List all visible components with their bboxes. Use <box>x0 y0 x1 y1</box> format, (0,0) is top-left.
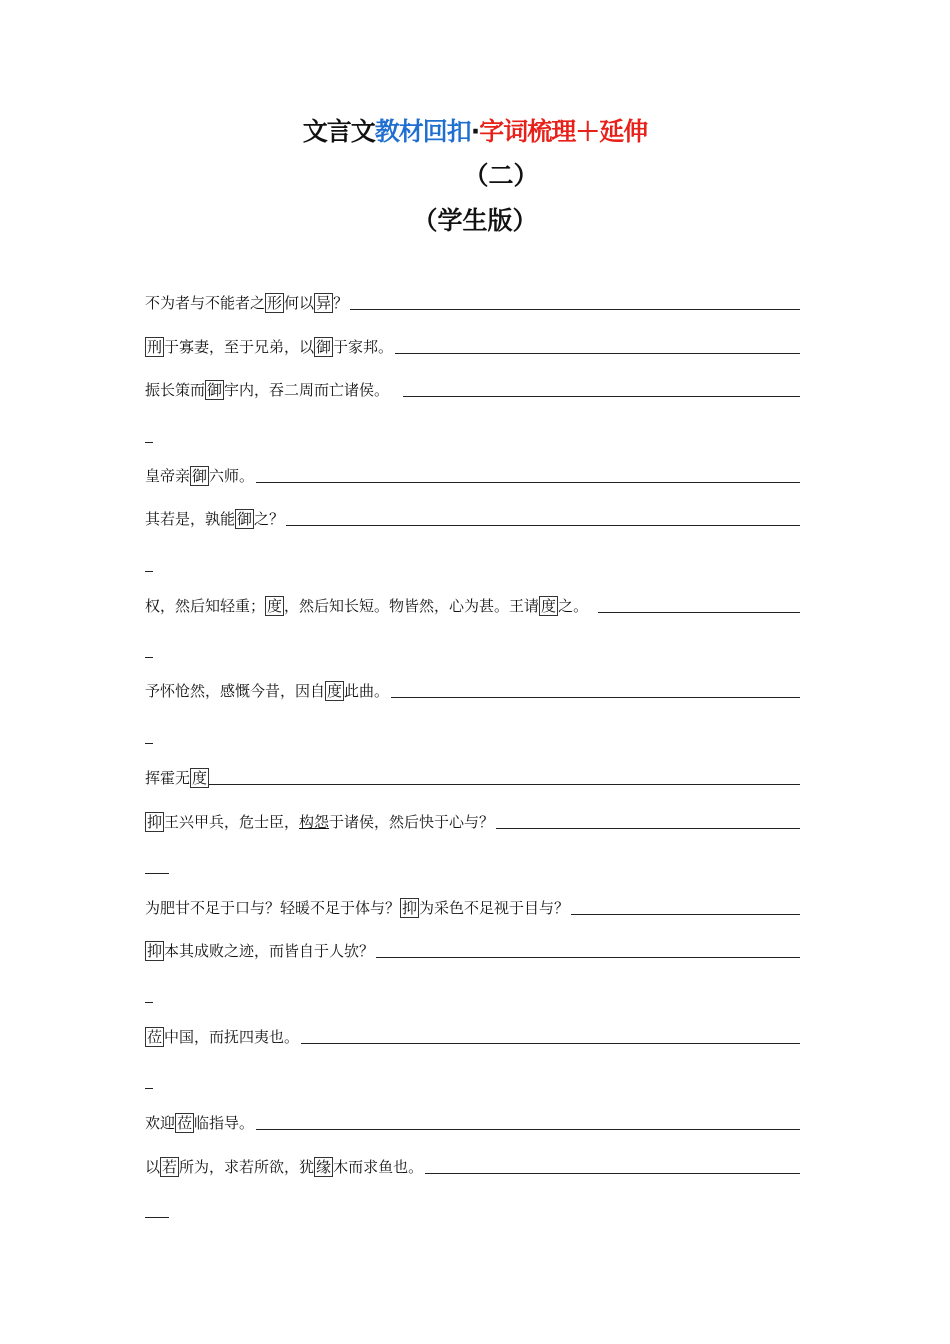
answer-blank[interactable] <box>209 784 800 785</box>
line-text: 予怀怆然，感慨今昔，因自 <box>145 682 326 700</box>
answer-blank[interactable] <box>256 482 800 483</box>
line-text: 所为，求若所欲，犹 <box>179 1158 315 1176</box>
line-text: 何以 <box>284 294 315 312</box>
answer-blank-continuation[interactable] <box>145 1088 153 1089</box>
key-word: 度 <box>541 597 557 615</box>
key-word: 抑 <box>402 899 418 917</box>
line-text: 中国，而抚四夷也。 <box>164 1028 300 1046</box>
answer-blank[interactable] <box>571 914 800 915</box>
key-word: 抑 <box>147 942 163 960</box>
answer-blank-continuation[interactable] <box>145 743 153 744</box>
document-edition: （学生版） <box>412 206 538 235</box>
line-text: 于诸侯，然后快于心与？ <box>329 813 495 831</box>
answer-blank[interactable] <box>301 1043 800 1044</box>
exercise-line <box>145 679 800 701</box>
line-text: 皇帝亲 <box>145 467 191 485</box>
line-text: 之？ <box>254 510 285 528</box>
line-text: 权，然后知轻重； <box>145 597 266 615</box>
exercise-line <box>145 1111 800 1133</box>
key-word: 度 <box>267 597 283 615</box>
answer-blank[interactable] <box>425 1173 800 1174</box>
key-word: 御 <box>237 510 253 528</box>
exercise-line <box>145 335 800 357</box>
line-text: 欢迎 <box>145 1114 176 1132</box>
line-text: 为采色不足视于目与？ <box>419 899 570 917</box>
key-word: 御 <box>192 467 208 485</box>
key-word: 度 <box>327 682 343 700</box>
exercise-line <box>145 594 800 616</box>
exercise-line <box>145 507 800 529</box>
answer-blank[interactable] <box>286 525 800 526</box>
answer-blank[interactable] <box>350 309 800 310</box>
key-word: 御 <box>316 338 332 356</box>
key-word: 抑 <box>147 813 163 831</box>
title-black-part: 文言文 <box>302 117 375 146</box>
title-dot: · <box>470 117 480 146</box>
underlined-phrase: 构怨 <box>299 813 330 831</box>
line-text: 于家邦。 <box>333 338 394 356</box>
key-word: 莅 <box>147 1028 163 1046</box>
title-blue-part: 教材回扣 <box>374 117 471 146</box>
answer-blank-continuation[interactable] <box>145 1217 169 1218</box>
exercise-line <box>145 1025 800 1047</box>
answer-blank[interactable] <box>395 353 800 354</box>
answer-blank[interactable] <box>598 612 800 613</box>
answer-blank[interactable] <box>496 828 800 829</box>
line-text: ，然后知长短。物皆然，心为甚。王请 <box>284 597 540 615</box>
answer-blank-continuation[interactable] <box>145 873 169 874</box>
line-text: 之。 <box>558 597 589 615</box>
key-word: 若 <box>162 1158 178 1176</box>
key-word: 刑 <box>147 338 163 356</box>
line-text: 王兴甲兵，危士臣， <box>164 813 300 831</box>
answer-blank-continuation[interactable] <box>145 442 153 443</box>
document-title <box>0 112 950 148</box>
exercise-line <box>145 896 800 918</box>
key-word: 形 <box>267 294 283 312</box>
exercise-line <box>145 291 800 313</box>
line-text: 挥霍无 <box>145 769 191 787</box>
answer-blank-continuation[interactable] <box>145 657 153 658</box>
answer-blank[interactable] <box>403 396 800 397</box>
line-text: 临指导。 <box>194 1114 255 1132</box>
answer-blank-continuation[interactable] <box>145 571 153 572</box>
key-word: 莅 <box>177 1114 193 1132</box>
exercise-line <box>145 378 800 400</box>
line-text: 此曲。 <box>344 682 390 700</box>
key-word: 缘 <box>316 1158 332 1176</box>
line-text: ？ <box>333 294 349 312</box>
line-text: 宇内，吞二周而亡诸侯。 <box>224 381 390 399</box>
line-text: 为肥甘不足于口与？轻暖不足于体与？ <box>145 899 401 917</box>
answer-blank[interactable] <box>376 957 800 958</box>
key-word: 异 <box>316 294 332 312</box>
exercise-line <box>145 1155 800 1177</box>
line-text: 不为者与不能者之 <box>145 294 266 312</box>
exercise-line <box>145 810 800 832</box>
answer-blank-continuation[interactable] <box>145 1002 153 1003</box>
line-text: 振长策而 <box>145 381 206 399</box>
document-subtitle: （二） <box>463 161 539 190</box>
title-red-part: 字词梳理＋延伸 <box>479 117 648 146</box>
answer-blank[interactable] <box>391 697 800 698</box>
line-text: 其若是，孰能 <box>145 510 236 528</box>
line-text: 于寡妻，至于兄弟，以 <box>164 338 315 356</box>
exercise-line <box>145 766 800 788</box>
key-word: 度 <box>192 769 208 787</box>
key-word: 御 <box>207 381 223 399</box>
answer-blank[interactable] <box>256 1129 800 1130</box>
line-text: 六师。 <box>209 467 255 485</box>
line-text: 以 <box>145 1158 161 1176</box>
exercise-line <box>145 939 800 961</box>
line-text: 木而求鱼也。 <box>333 1158 424 1176</box>
exercise-line <box>145 464 800 486</box>
line-text: 本其成败之迹，而皆自于人欤？ <box>164 942 375 960</box>
